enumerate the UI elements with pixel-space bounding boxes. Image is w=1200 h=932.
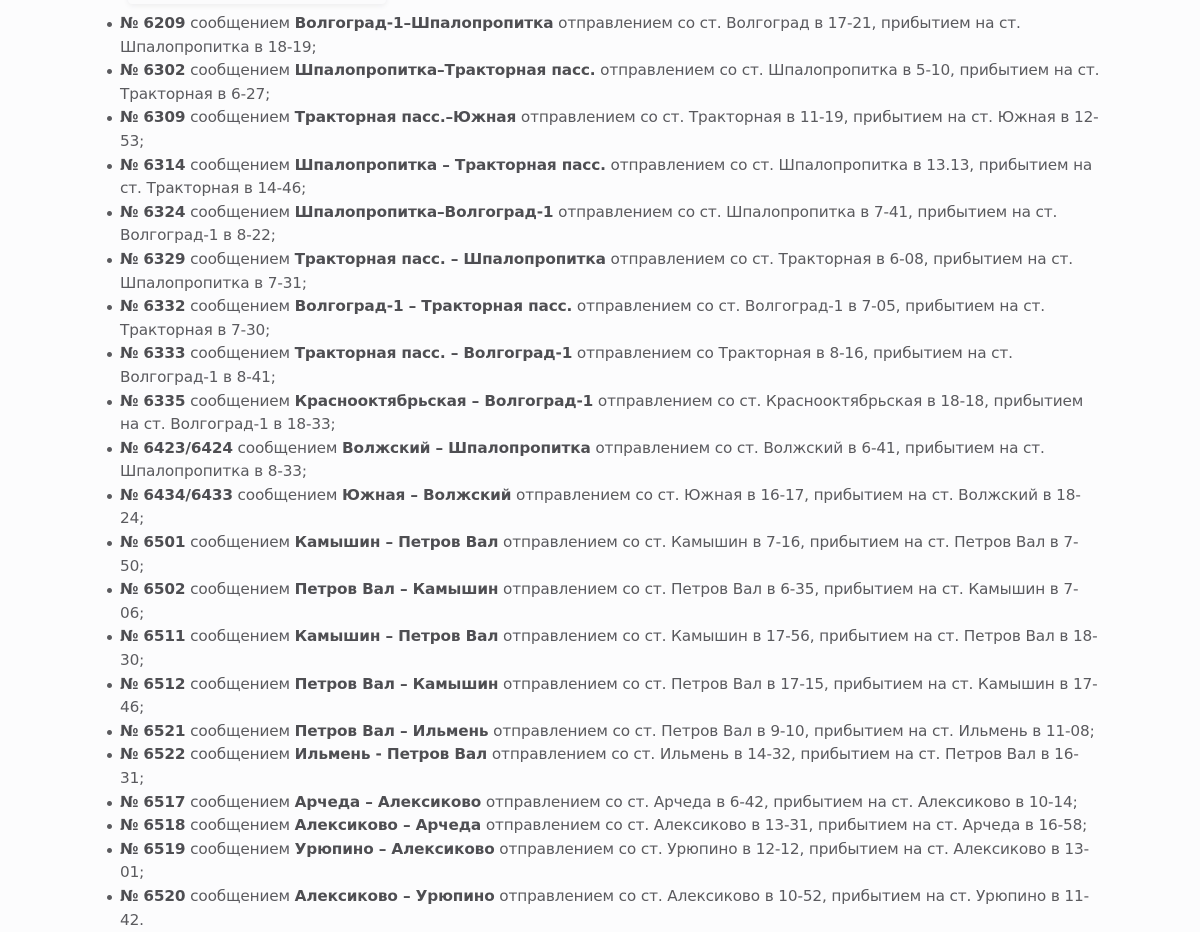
route: Шпалопропитка–Тракторная пасс. (294, 61, 596, 80)
details: отправлением со ст. Тракторная в 6-08, прибытием на ст. Шпалопропитка в 7-31; (120, 249, 1073, 292)
list-item (106, 673, 1101, 720)
connection-word: сообщением (190, 155, 290, 174)
details: отправлением со ст. Шпалопропитка в 5-10, прибытием на ст. Тракторная в 6-27; (120, 61, 1100, 103)
route: Волжский – Шпалопропитка (342, 438, 591, 457)
list-item (106, 885, 1101, 932)
train-schedule-list (106, 12, 1101, 932)
details: отправлением со ст. Шпалопропитка в 7-41, прибытием на ст. Волгоград-1 в 8-22; (120, 202, 1058, 245)
route: Арчеда – Алексиково (294, 792, 482, 811)
train-number: № 6423/6424 (120, 438, 233, 457)
list-item (106, 578, 1101, 625)
list-item (106, 12, 1101, 59)
train-number: № 6517 (120, 792, 186, 811)
connection-word: сообщением (190, 745, 290, 764)
route: Волгоград-1–Шпалопропитка (294, 14, 554, 32)
connection-word: сообщением (237, 438, 338, 457)
train-number: № 6309 (120, 108, 186, 127)
route: Ильмень - Петров Вал (294, 745, 488, 764)
connection-word: сообщением (190, 674, 290, 693)
route: Шпалопропитка – Тракторная пасс. (294, 155, 606, 174)
list-item (106, 390, 1101, 437)
details: отправлением со Тракторная в 8-16, прибытием на ст. Волгоград-1 в 8-41; (120, 344, 1013, 386)
route: Алексиково – Урюпино (294, 886, 495, 905)
route: Тракторная пасс. – Шпалопропитка (294, 249, 606, 268)
list-item (106, 625, 1101, 672)
connection-word: сообщением (190, 721, 290, 740)
train-number: № 6302 (120, 61, 186, 80)
train-number: № 6434/6433 (120, 485, 233, 504)
train-number: № 6511 (120, 627, 186, 646)
connection-word: сообщением (190, 839, 290, 858)
details: отправлением со ст. Волжский в 6-41, прибытием на ст. Шпалопропитка в 8-33; (120, 438, 1045, 481)
train-number: № 6332 (120, 297, 186, 316)
list-item (106, 154, 1101, 201)
train-number: № 6329 (120, 249, 186, 268)
list-item (106, 484, 1101, 531)
details: отправлением со ст. Камышин в 7-16, прибытием на ст. Петров Вал в 7-50; (120, 533, 1079, 575)
list-item (106, 106, 1101, 153)
details: отправлением со ст. Алексиково в 10-52, прибытием на ст. Урюпино в 11-42. (120, 886, 1089, 929)
connection-word: сообщением (190, 533, 290, 552)
list-item (106, 201, 1101, 248)
connection-word: сообщением (190, 391, 290, 410)
details: отправлением со ст. Арчеда в 6-42, прибытием на ст. Алексиково в 10-14; (485, 792, 1078, 811)
train-number: № 6522 (120, 745, 186, 764)
route: Петров Вал – Ильмень (294, 721, 489, 740)
details: отправлением со ст. Шпалопропитка в 13.13, прибытием на ст. Тракторная в 14-46; (120, 155, 1093, 198)
list-item (106, 531, 1101, 578)
details: отправлением со ст. Тракторная в 11-19, прибытием на ст. Южная в 12-53; (120, 108, 1099, 150)
details: отправлением со ст. Петров Вал в 9-10, прибытием на ст. Ильмень в 11-08; (493, 721, 1095, 740)
connection-word: сообщением (190, 297, 290, 316)
connection-word: сообщением (190, 344, 290, 363)
details: отправлением со ст. Алексиково в 13-31, прибытием на ст. Арчеда в 16-58; (485, 816, 1088, 835)
train-number: № 6521 (120, 721, 186, 740)
details: отправлением со ст. Урюпино в 12-12, прибытием на ст. Алексиково в 13-01; (120, 839, 1089, 882)
list-item (106, 437, 1101, 484)
header-card-edge (128, 0, 386, 4)
connection-word: сообщением (190, 61, 290, 80)
list-item (106, 248, 1101, 295)
train-number: № 6502 (120, 580, 186, 599)
details: отправлением со ст. Петров Вал в 6-35, прибытием на ст. Камышин в 7-06; (120, 580, 1079, 622)
connection-word: сообщением (190, 627, 290, 646)
train-number: № 6518 (120, 816, 186, 835)
details: отправлением со ст. Ильмень в 14-32, прибытием на ст. Петров Вал в 16-31; (120, 745, 1079, 787)
details: отправлением со ст. Краснооктябрьская в 18-18, прибытием на ст. Волгоград-1 в 18-33; (120, 391, 1084, 434)
route: Тракторная пасс. – Волгоград-1 (294, 344, 573, 363)
list-item (106, 342, 1101, 389)
train-number: № 6209 (120, 14, 186, 32)
train-number: № 6324 (120, 202, 186, 221)
train-number: № 6333 (120, 344, 186, 363)
connection-word: сообщением (190, 202, 290, 221)
route: Алексиково – Арчеда (294, 816, 482, 835)
connection-word: сообщением (190, 14, 290, 32)
train-number: № 6501 (120, 533, 186, 552)
train-number: № 6520 (120, 886, 186, 905)
list-item (106, 838, 1101, 885)
route: Южная – Волжский (342, 485, 512, 504)
list-item (106, 814, 1101, 838)
connection-word: сообщением (190, 249, 290, 268)
details: отправлением со ст. Петров Вал в 17-15, прибытием на ст. Камышин в 17-46; (120, 674, 1098, 717)
connection-word: сообщением (190, 816, 290, 835)
route: Шпалопропитка–Волгоград-1 (294, 202, 554, 221)
list-item (106, 59, 1101, 106)
train-number: № 6512 (120, 674, 186, 693)
details: отправлением со ст. Камышин в 17-56, прибытием на ст. Петров Вал в 18-30; (120, 627, 1098, 670)
route: Камышин – Петров Вал (294, 627, 499, 646)
route: Петров Вал – Камышин (294, 674, 499, 693)
list-item (106, 743, 1101, 790)
list-item (106, 791, 1101, 815)
train-number: № 6335 (120, 391, 186, 410)
route: Краснооктябрьская – Волгоград-1 (294, 391, 594, 410)
connection-word: сообщением (190, 580, 290, 599)
connection-word: сообщением (190, 108, 290, 127)
route: Урюпино – Алексиково (294, 839, 495, 858)
connection-word: сообщением (190, 886, 290, 905)
details: отправлением со ст. Волгоград в 17-21, прибытием на ст. Шпалопропитка в 18-19; (120, 14, 1021, 56)
details: отправлением со ст. Волгоград-1 в 7-05, прибытием на ст. Тракторная в 7-30; (120, 297, 1045, 339)
details: отправлением со ст. Южная в 16-17, прибытием на ст. Волжский в 18-24; (120, 485, 1081, 528)
route: Петров Вал – Камышин (294, 580, 499, 599)
train-number: № 6314 (120, 155, 186, 174)
list-item (106, 295, 1101, 342)
connection-word: сообщением (237, 485, 338, 504)
route: Тракторная пасс.–Южная (294, 108, 517, 127)
train-number: № 6519 (120, 839, 186, 858)
connection-word: сообщением (190, 792, 290, 811)
route: Камышин – Петров Вал (294, 533, 499, 552)
route: Волгоград-1 – Тракторная пасс. (294, 297, 573, 316)
